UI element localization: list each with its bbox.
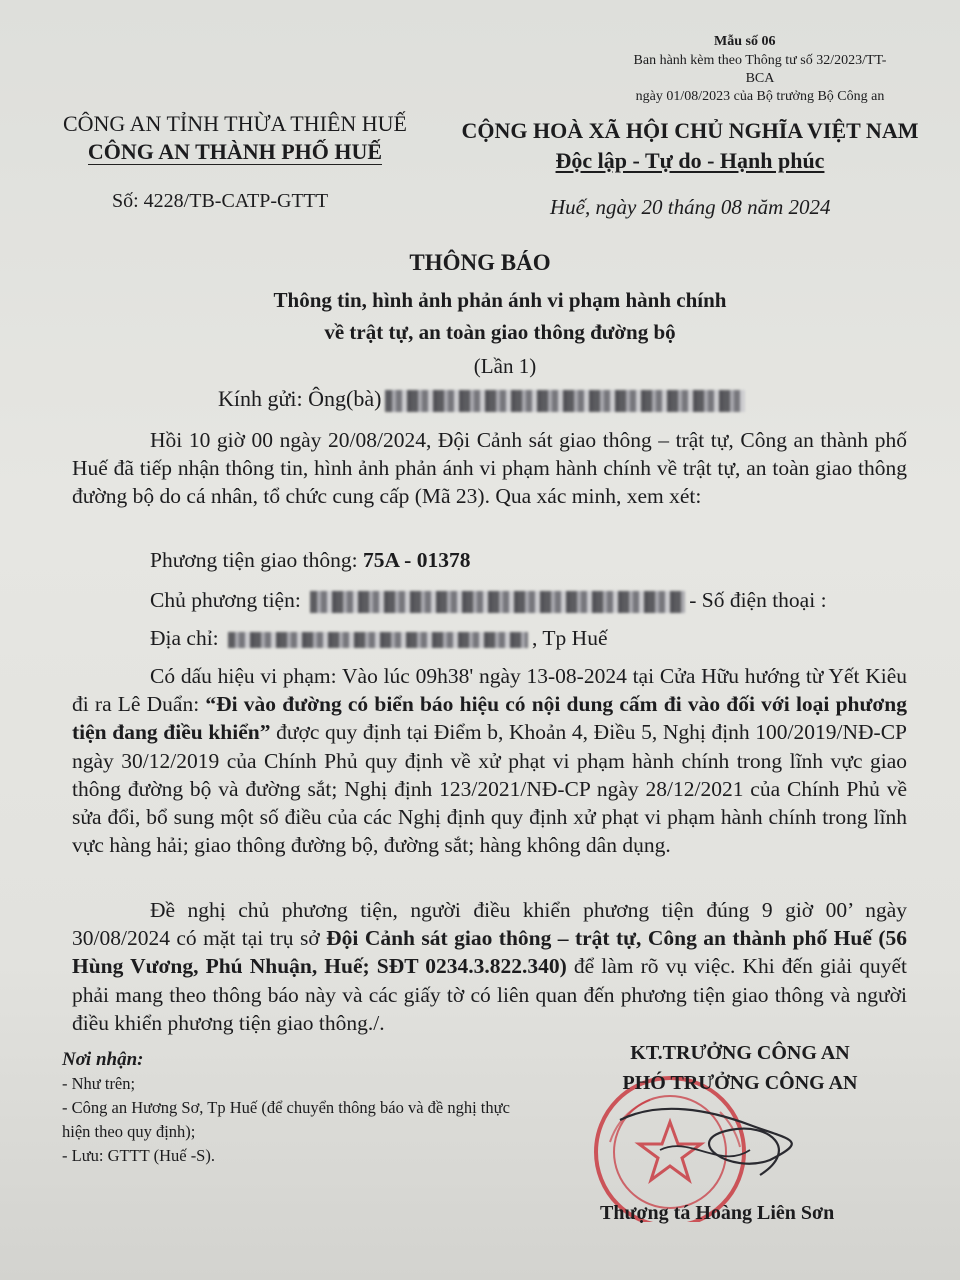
redacted-owner — [310, 591, 685, 613]
issuance-note — [620, 52, 900, 106]
recipients-list — [62, 1048, 522, 1168]
attempt-number: (Lần 1) — [473, 354, 537, 378]
violation-paragraph — [72, 662, 907, 859]
vehicle-line — [150, 548, 470, 573]
violation-legal-basis: được quy định tại Điểm b, Khoản 4, Điều 5, Nghị định 100/2019/NĐ-CP ngày 30/12/2019 của Chính Phủ quy định về xử phạt vi phạm hành chính trong lĩnh vực giao thông đường bộ và đường sắt; Nghị định 123/2021/NĐ-CP ngày 28/12/2021 của Chính Phủ về sửa đổi, bổ sung một số điều của các Nghị định quy định xử phạt vi phạm hành chính trong lĩnh vực hàng hải; giao thông đường bộ, đường sắt; hàng không dân dụng. — [72, 720, 907, 858]
recipients-item: - Như trên; — [62, 1074, 136, 1093]
redacted-name — [385, 390, 745, 412]
vehicle-plate: 75A - 01378 — [362, 548, 471, 572]
request-suffix: để làm rõ vụ việc. Khi đến giải quyết phải mang theo thông báo này và các giấy tờ có liên quan đến phương tiện giao thông và người điều khiển phương tiện giao thông./. — [72, 954, 907, 1035]
motto: Độc lập - Tự do - Hạnh phúc — [555, 148, 825, 173]
agency-header — [40, 110, 430, 166]
agency-unit — [40, 138, 430, 166]
request-prefix: Đề nghị chủ phương tiện, người điều khiển phương tiện đúng 9 giờ 00’ ngày 30/08/2024 có mặt tại trụ sở — [72, 898, 907, 951]
country-name: CỘNG HOÀ XÃ HỘI CHỦ NGHĨA VIỆT NAM — [461, 118, 919, 143]
address-line — [150, 626, 608, 651]
signer-name: Thượng tá Hoàng Liên Sơn — [600, 1202, 835, 1224]
intro-text: Hồi 10 giờ 00 ngày 20/08/2024, Đội Cảnh sát giao thông – trật tự, Công an thành phố Huế đã tiếp nhận thông tin, hình ảnh phản ánh vi phạm hành chính về trật tự, an toàn giao thông đường bộ do cá nhân, tổ chức cung cấp (Mã 23). Qua xác minh, xem xét: — [72, 428, 907, 509]
violation-prefix: Có dấu hiệu vi phạm: Vào lúc 09h38' ngày 13-08-2024 tại Cửa Hữu hướng từ Yết Kiêu đi ra Lê Duẩn: — [72, 664, 907, 717]
recipients-item: - Công an Hương Sơ, Tp Huế (để chuyển thông báo và đề nghị thực hiện theo quy định); — [62, 1098, 510, 1141]
recipients-title: Nơi nhận: — [62, 1049, 144, 1070]
document-title: THÔNG BÁO — [409, 250, 551, 275]
recipient-label: Kính gửi: Ông(bà) — [218, 386, 382, 411]
signature-title-line1: KT.TRƯỞNG CÔNG AN — [630, 1042, 850, 1064]
address-label: Địa chỉ: — [150, 626, 225, 650]
intro-paragraph — [72, 426, 907, 511]
request-paragraph — [72, 896, 907, 1037]
violation-description: “Đi vào đường có biển báo hiệu có nội dung cấm đi vào đối với loại phương tiện đang điều khiển” — [72, 692, 907, 745]
request-location: Đội Cảnh sát giao thông – trật tự, Công an thành phố Huế (56 Hùng Vương, Phú Nhuận, Huế; SĐT 0234.3.822.340) — [72, 926, 907, 979]
phone-label: - Số điện thoại : — [689, 588, 827, 612]
recipients-item: - Lưu: GTTT (Huế -S). — [62, 1146, 215, 1165]
address-suffix: , Tp Huế — [532, 626, 608, 650]
subtitle-line1: Thông tin, hình ảnh phản ánh vi phạm hành chính — [273, 288, 727, 312]
owner-label: Chủ phương tiện: — [150, 588, 307, 612]
issuance-note-line1: Ban hành kèm theo Thông tư số 32/2023/TT-BCA — [633, 53, 887, 86]
national-header — [450, 116, 930, 176]
subtitle-line2: về trật tự, an toàn giao thông đường bộ — [324, 320, 676, 344]
agency-parent: CÔNG AN TỈNH THỪA THIÊN HUẾ — [62, 111, 407, 136]
place-date: Huế, ngày 20 tháng 08 năm 2024 — [550, 195, 831, 219]
document-number: Số: 4228/TB-CATP-GTTT — [112, 190, 329, 212]
issuance-note-line2: ngày 01/08/2023 của Bộ trưởng Bộ Công an — [635, 89, 885, 104]
document-subtitle — [0, 284, 960, 348]
form-number: Mẫu số 06 — [714, 34, 776, 49]
recipient-line — [218, 386, 749, 412]
signature-title-line2: PHÓ TRƯỞNG CÔNG AN — [622, 1072, 858, 1094]
owner-line — [150, 588, 827, 613]
vehicle-label: Phương tiện giao thông: — [150, 548, 363, 572]
handwritten-signature — [600, 1080, 840, 1200]
agency-unit-text: CÔNG AN THÀNH PHỐ HUẾ — [87, 139, 383, 164]
redacted-address — [228, 632, 528, 648]
